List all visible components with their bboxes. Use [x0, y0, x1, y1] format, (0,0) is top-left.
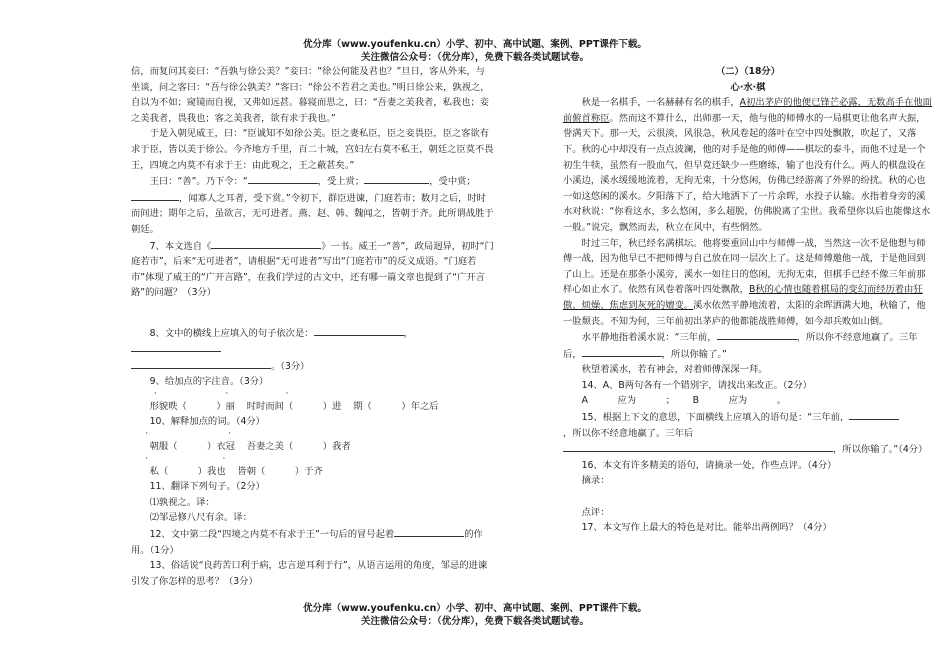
emphasis-dots: · ·: [131, 453, 226, 464]
header-line-1: 优分库（www.youfenku.cn）小学、初中、高中试题、案例、PPT课件下载。: [303, 39, 647, 50]
story-paragraph-2: [563, 236, 933, 330]
question-8-cont: [131, 358, 494, 375]
passage-paragraph-1: 信，而复问其妾曰：“吾孰与徐公美？”妾曰：“徐公何能及君也？”旦日，客从外来，与坐谈，问之客曰：“吾与徐公孰美？”客曰：“徐公不若君之美也。”明日徐公来，孰视之，自以为不如；窥镜而自视，又弗如远甚。暮寝而思之，曰：“吾妻之美我者，私我也；妾之美我者，畏我也；客之美我者，欲有求于我也。”: [131, 66, 490, 124]
p3-text-c: ，所以你输了。”: [661, 348, 727, 360]
q7-text-b: 》一书。威王一“善”，政局迥异，初时“门庭若市”，后来“无可进者”，请根据“无可进者”写出“门庭若市”的反义成语。“门庭若市”体现了威王的“广开言路”，在我们学过的古文中，还有哪一篇文章也提到了“广开言路”的问题？（3分）: [131, 240, 494, 299]
p1-text-a: 秋是一名棋手，一名赫赫有名的棋手，: [581, 97, 740, 109]
q12-text-a: 12、文中第二段“四境之内莫不有求于王”一句后的冒号起着: [149, 529, 395, 541]
passage-paragraph-3: [131, 173, 494, 237]
p3-text-d: ，闻寡人之耳者，受下赏。”令初下，群臣进谏，门庭若市；数月之后，时时而间进；期年之后，虽欲言，无可进者。燕、赵、韩、魏闻之，皆朝于齐。此所谓战胜于朝廷。: [131, 192, 494, 235]
comment-label: 点评：: [581, 506, 610, 518]
footer-line-2: 关注微信公众号：（优分库），免费下载各类试题试卷。: [360, 616, 589, 627]
question-13: 13、俗话说“良药苦口利于病，忠言逆耳利于行”，从语言运用的角度，邹忌的进谏引发了你怎样的思考？（3分）: [131, 560, 488, 587]
excerpt-label: 摘录：: [581, 475, 610, 487]
underlined-sentence-a: A初出茅庐的他便已锋芒必露，无数高手在他面前俯首称臣: [563, 97, 932, 124]
blank-line[interactable]: [314, 325, 404, 336]
blank-line[interactable]: [582, 346, 662, 357]
blank-line[interactable]: [394, 526, 464, 537]
question-17: 17、本文写作上最大的特色是对比。能举出两例吗？（4分）: [581, 522, 832, 534]
blank-line[interactable]: [248, 173, 318, 184]
question-12: [131, 526, 494, 558]
emphasis-dots: · ·: [131, 429, 232, 440]
story-paragraph-1: [563, 95, 933, 235]
question-15-cont-2: [563, 441, 933, 458]
p1-text-b: 。然而这不算什么，出师那一天，他与他的师傅水的一局棋更让他名声大振，誉满天下。那一天，云很淡，风很急，秋风卷起的落叶在空中四处飘散，吹起了，又落下。秋的心中却没有一点点波澜，他的对手是他的师傅——棋坛的泰斗，而他不过是一个初生牛犊，虽然有一股血气，但早竟还缺少一些磨练，输了也没有什么。两人的棋盘设在小溪边，溪水缓缓地流着，无拘无束，十分悠闲，仿佛已经游离了外界的纷扰。秋的心也一如这悠闲的溪水。夕阳落下了，给大地洒下了一片余晖，水投子认输。水指着身旁的溪水对秋说：“你看这水，多么悠闲，多么超脱，仿佛脱离了尘世。我希望你以后也能像这水一般。”说完，飘然而去，秋立在风中，有些惘然。: [563, 112, 931, 233]
passage-title: 心·水·棋: [730, 81, 766, 93]
question-10-items-1: 朝服（ ）衣冠 吾妻之美（ ）我者: [149, 441, 351, 453]
question-15: [563, 409, 933, 426]
underlined-sentence-b: B秋的心情也随着棋局的变幻而经历着由狂傲、烦燥、焦虑到灰死的嬗变。: [563, 284, 923, 311]
story-paragraph-4: 秋望着溪水，若有神会，对着师傅深深一拜。: [581, 364, 768, 376]
p3-text-b: ，受上赏；: [317, 176, 365, 188]
q15-text-b: ，所以你不经意地赢了。三年后: [563, 427, 694, 439]
question-11: 11、翻译下列句子。（2分）: [149, 481, 265, 493]
p3-text-b: ，所以你不经意地赢了。三年后，: [563, 332, 918, 360]
q15-text-c: ，所以你输了。”（4分）: [833, 444, 928, 456]
question-15-cont: [563, 426, 933, 442]
p3-text-c: ，受中赏；: [429, 176, 476, 188]
passage-paragraph-2: 于是入朝见威王，曰：“臣诚知不如徐公美。臣之妻私臣，臣之妾畏臣，臣之客欲有求于臣，皆以美于徐公。今齐地方千里，百二十城，宫妇左右莫不私王，朝廷之臣莫不畏王，四境之内莫不有求于王：由此观之，王之蔽甚矣。”: [131, 128, 494, 171]
blank-line[interactable]: [717, 329, 797, 340]
question-9: 9、给加点的字注音。（3分）: [149, 376, 269, 388]
question-10-items-2: 私（ ）我也 皆朝（ ）于齐: [149, 465, 323, 477]
story-paragraph-3: [563, 329, 933, 362]
p3-text-a: 水平静地指着溪水说：“三年前，: [581, 332, 717, 344]
page-footer: [0, 602, 950, 628]
blank-line[interactable]: [131, 341, 221, 352]
question-8: 8、文中的横线上应填入的句子依次是： ，: [131, 325, 494, 358]
question-11-2: ⑵邹忌修八尺有余。译：: [149, 512, 252, 524]
q7-text-a: 7、本文选自《: [149, 240, 212, 252]
question-16: 16、本文有许多精美的语句，请摘录一处，作些点评。（4分）: [581, 459, 837, 471]
q8-text-b: 。（3分）: [271, 360, 310, 372]
question-14-line: A 应为 ； B 应为 。: [581, 395, 787, 407]
question-9-items: 形貌昳（ ）丽 时时而间（ ）进 期（ ）年之后: [149, 400, 439, 412]
blank-line[interactable]: [364, 173, 429, 184]
blank-line[interactable]: [131, 358, 271, 369]
q12-text-b: 的作用。（1分）: [131, 529, 483, 556]
header-line-2: 关注微信公众号：（优分库），免费下载各类试题试卷。: [360, 52, 589, 63]
p2-text-a: 时过三年，秋已经名满棋坛。他将要重回山中与师傅一战，当然这一次不是他想与师傅一战，因为他早已不把师傅与自己放在同一层次上了。这是师傅邀他一战，于是他回到了山上。还是在那条小溪旁，溪水一如往日的悠闲，无拘无束，但棋手已经不像三年前那样心如止水了。依然有风卷着落叶四处飘散，: [563, 237, 926, 296]
right-column: [563, 64, 933, 536]
question-11-1: ⑴孰视之。译：: [149, 496, 215, 508]
p3-text-a: 王曰：“善”。乃下令：“: [149, 176, 248, 188]
blank-line[interactable]: [211, 238, 321, 249]
section-label: （二）（18分）: [715, 66, 781, 77]
page-header: [0, 38, 950, 64]
question-10: 10、解释加点的词。（4分）: [149, 416, 265, 428]
blank-line[interactable]: [563, 441, 833, 452]
footer-line-1: 优分库（www.youfenku.cn）小学、初中、高中试题、案例、PPT课件下载。: [303, 603, 647, 614]
q8-text-a: 8、文中的横线上应填入的句子依次是：: [149, 327, 314, 339]
blank-line[interactable]: [131, 190, 179, 201]
blank-line[interactable]: [849, 409, 899, 420]
q15-text-a: 15、根据上下文的意思，下面横线上应填入的语句是：“三年前，: [581, 412, 850, 424]
emphasis-dots: · · ·: [131, 388, 289, 399]
question-7: [131, 238, 494, 301]
question-14: 14、A、B两句各有一个错别字，请找出来改正。（2分）: [581, 379, 812, 391]
p2-text-b: 溪水依然平静地流着，太阳的余晖洒满大地，秋输了，他一脸颓丧。不知为何，三年前初出茅庐的他都能战胜师傅，如今却兵败如山倒。: [563, 299, 926, 327]
left-column: [131, 64, 494, 589]
